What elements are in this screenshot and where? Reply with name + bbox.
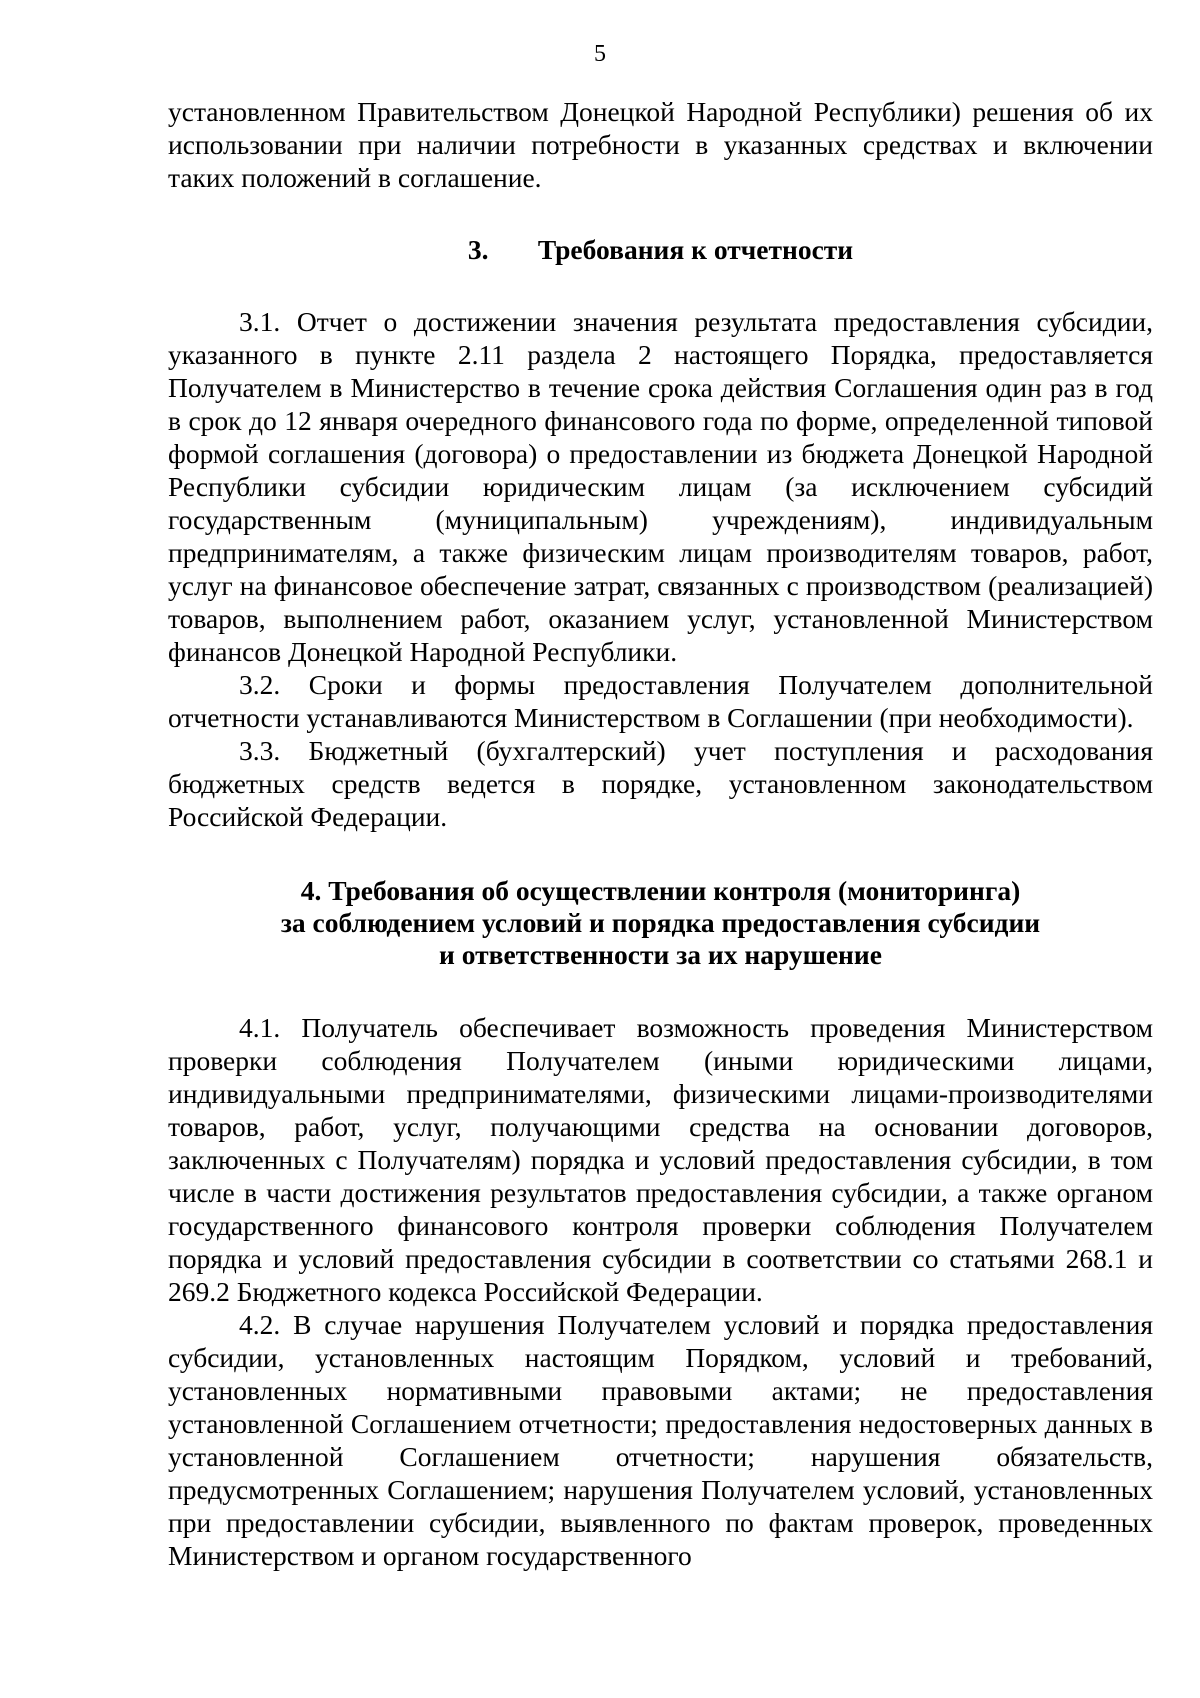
paragraph-3-1: 3.1. Отчет о достижении значения результата предоставления субсидии, указанного в пункте 2.11 раздела 2 настоящего Порядка, предоставляется Получателем в Министерство в течение срока действия Соглашения один раз в год в срок до 12 января очередного финансового года по форме, определенной типовой формой соглашения (договора) о предоставлении из бюджета Донецкой Народной Республики субсидии юридическим лицам (за исключением субсидий государственным (муниципальным) учреждениям), индивидуальным предпринимателям, а также физическим лицам производителям товаров, работ, услуг на финансовое обеспечение затрат, связанных с производством (реализацией) товаров, выполнением работ, оказанием услуг, установленной Министерством финансов Донецкой Народной Республики.	[168, 306, 1153, 667]
section-3-title: Требования к отчетности	[537, 234, 854, 265]
section-3-heading	[168, 233, 1153, 266]
section-4-title-line-2: за соблюдением условий и порядка предоставления субсидии	[280, 907, 1041, 938]
paragraph-4-1: 4.1. Получатель обеспечивает возможность проведения Министерством проверки соблюдения Получателем (иными юридическими лицами, индивидуальными предпринимателями, физическими лицами-производителями товаров, работ, услуг, получающими средства на основании договоров, заключенных с Получателям) порядка и условий предоставления субсидии, в том числе в части достижения результатов предоставления субсидии, а также органом государственного финансового контроля проверки соблюдения Получателем порядка и условий предоставления субсидии в соответствии со статьями 268.1 и 269.2 Бюджетного кодекса Российской Федерации.	[168, 1012, 1153, 1307]
intro-paragraph: установленном Правительством Донецкой Народной Республики) решения об их использовании при наличии потребности в указанных средствах и включении таких положений в соглашение.	[168, 96, 1153, 193]
section-4-heading	[168, 875, 1153, 971]
section-4-title-line-3: и ответственности за их нарушение	[439, 939, 882, 970]
paragraph-3-3: 3.3. Бюджетный (бухгалтерский) учет поступления и расходования бюджетных средств ведется в порядке, установленном законодательством Российской Федерации.	[168, 735, 1153, 832]
paragraph-4-2: 4.2. В случае нарушения Получателем условий и порядка предоставления субсидии, установленных настоящим Порядком, условий и требований, установленных нормативными правовыми актами; не предоставления установленной Соглашением отчетности; предоставления недостоверных данных в установленной Соглашением отчетности; нарушения обязательств, предусмотренных Соглашением; нарушения Получателем условий, установленных при предоставлении субсидии, выявленного по фактам проверок, проведенных Министерством и органом государственного	[168, 1309, 1153, 1571]
section-4-title-line-1: 4. Требования об осуществлении контроля (мониторинга)	[300, 875, 1021, 906]
section-3-number: 3.	[467, 234, 489, 265]
paragraph-3-2: 3.2. Сроки и формы предоставления Получателем дополнительной отчетности устанавливаются Министерством в Соглашении (при необходимости).	[168, 669, 1153, 733]
page-number: 5	[594, 41, 606, 67]
document-body	[168, 95, 1153, 1572]
